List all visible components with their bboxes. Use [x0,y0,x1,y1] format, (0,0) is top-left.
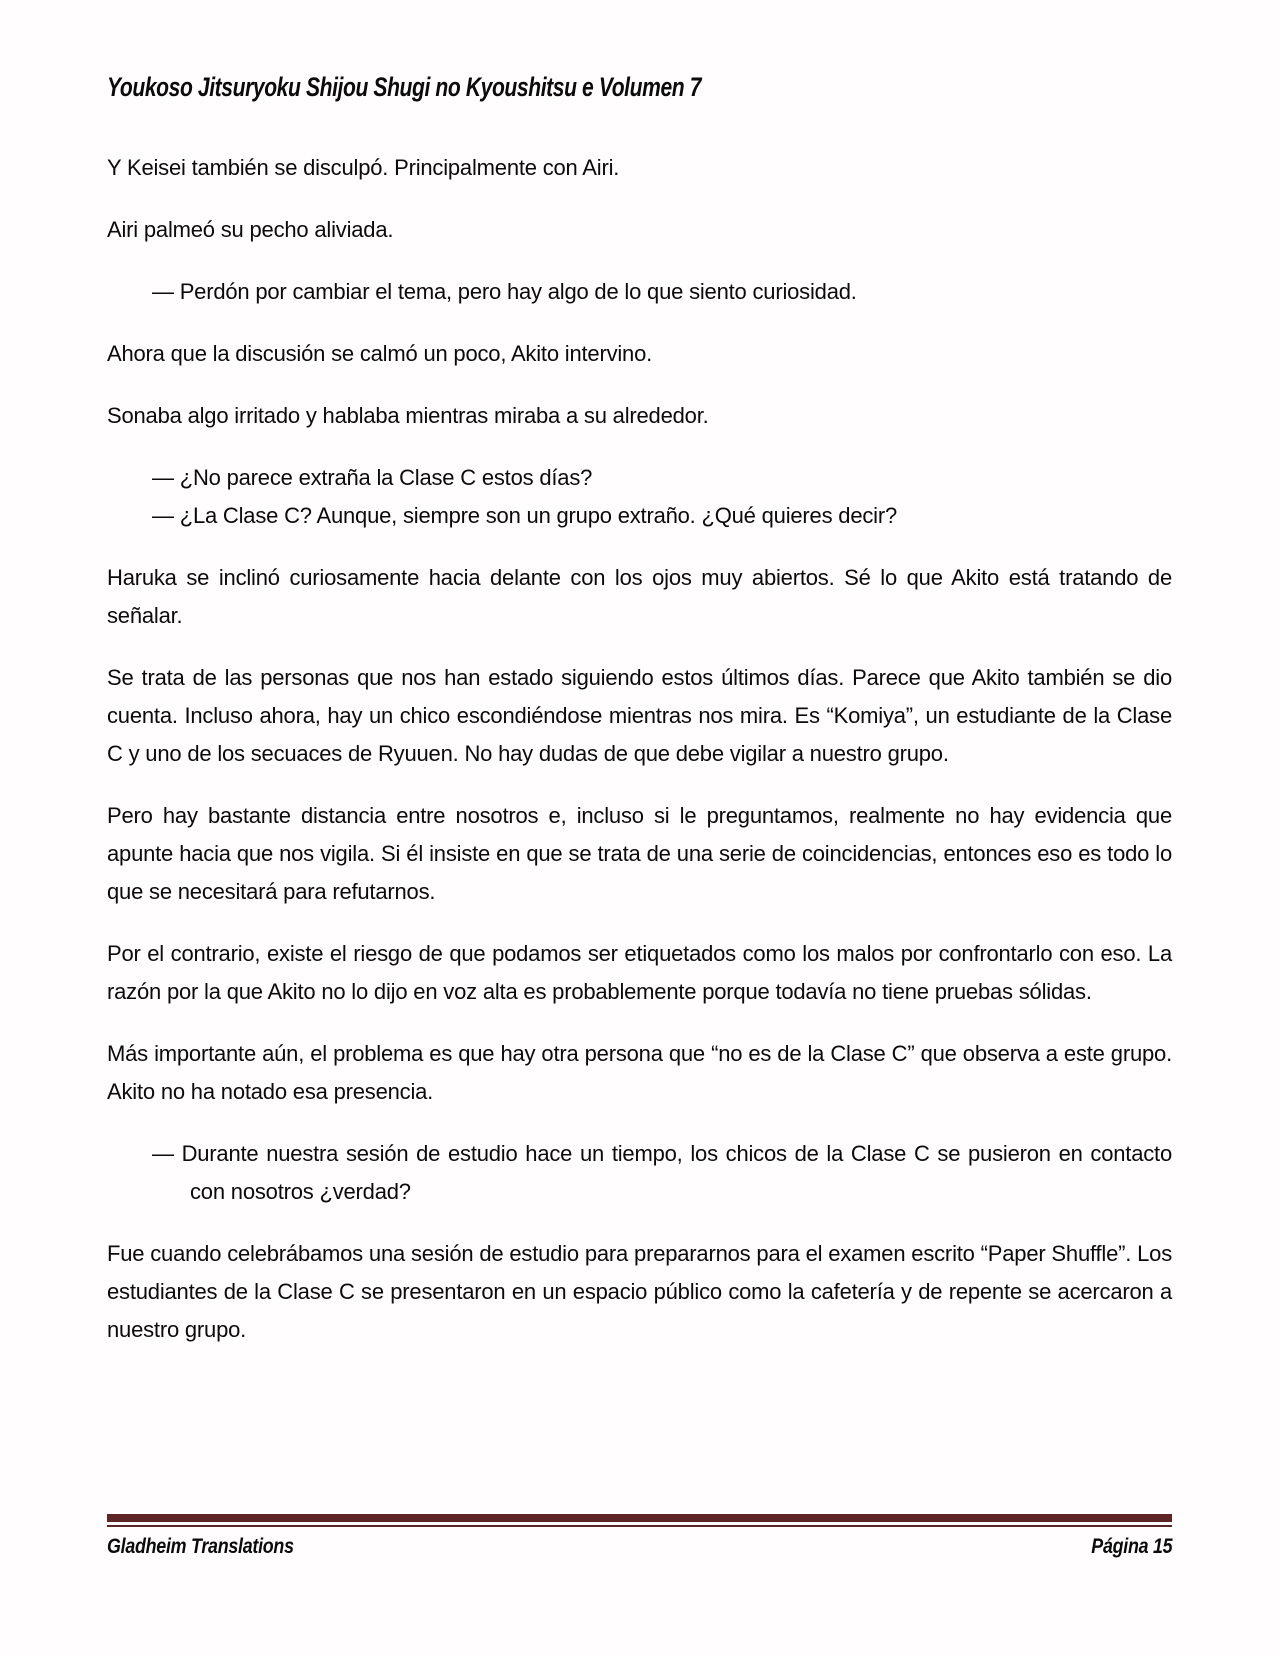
dialogue-paragraph: — ¿No parece extraña la Clase C estos días? [152,465,593,490]
body-paragraph: Fue cuando celebrábamos una sesión de estudio para prepararnos para el examen escrito “Paper Shuffle”. Los estudiantes de la Clase C se presentaron en un espacio público como la cafetería y de repente se acercaron a nuestro grupo. [107,1241,1172,1342]
body-paragraph: Se trata de las personas que nos han estado siguiendo estos últimos días. Parece que Akito también se dio cuenta. Incluso ahora, hay un chico escondiéndose mientras nos mira. Es “Komiya”, un estudiante de la Clase C y uno de los secuaces de Ryuuen. No hay dudas de que debe vigilar a nuestro grupo. [107,665,1172,766]
page-footer [107,1514,1172,1559]
dialogue-paragraph: — Perdón por cambiar el tema, pero hay algo de lo que siento curiosidad. [152,279,857,304]
paragraphs [107,149,1172,1349]
body-paragraph: Más importante aún, el problema es que hay otra persona que “no es de la Clase C” que observa a este grupo. Akito no ha notado esa presencia. [107,1041,1172,1104]
translator-credit: Gladheim Translations [107,1535,294,1558]
body-paragraph: Y Keisei también se disculpó. Principalmente con Airi. [107,155,620,180]
page-number: Página 15 [1090,1535,1172,1558]
page-content [107,72,1172,1373]
footer-divider [107,1514,1172,1527]
page-title: Youkoso Jitsuryoku Shijou Shugi no Kyoushitsu e Volumen 7 [107,72,702,102]
body-paragraph: Sonaba algo irritado y hablaba mientras miraba a su alrededor. [107,403,709,428]
dialogue-paragraph: — Durante nuestra sesión de estudio hace un tiempo, los chicos de la Clase C se pusieron en contacto con nosotros ¿verdad? [152,1141,1172,1204]
body-paragraph: Ahora que la discusión se calmó un poco, Akito intervino. [107,341,653,366]
body-paragraph: Pero hay bastante distancia entre nosotros e, incluso si le preguntamos, realmente no hay evidencia que apunte hacia que nos vigila. Si él insiste en que se trata de una serie de coincidencias, entonces eso es todo lo que se necesitará para refutarnos. [107,803,1172,904]
body-paragraph: Por el contrario, existe el riesgo de que podamos ser etiquetados como los malos por confrontarlo con eso. La razón por la que Akito no lo dijo en voz alta es probablemente porque todavía no tiene pruebas sólidas. [107,941,1172,1004]
body-paragraph: Haruka se inclinó curiosamente hacia delante con los ojos muy abiertos. Sé lo que Akito está tratando de señalar. [107,565,1172,628]
footer-row [107,1535,1172,1559]
dialogue-paragraph: — ¿La Clase C? Aunque, siempre son un grupo extraño. ¿Qué quieres decir? [152,503,898,528]
body-paragraph: Airi palmeó su pecho aliviada. [107,217,394,242]
